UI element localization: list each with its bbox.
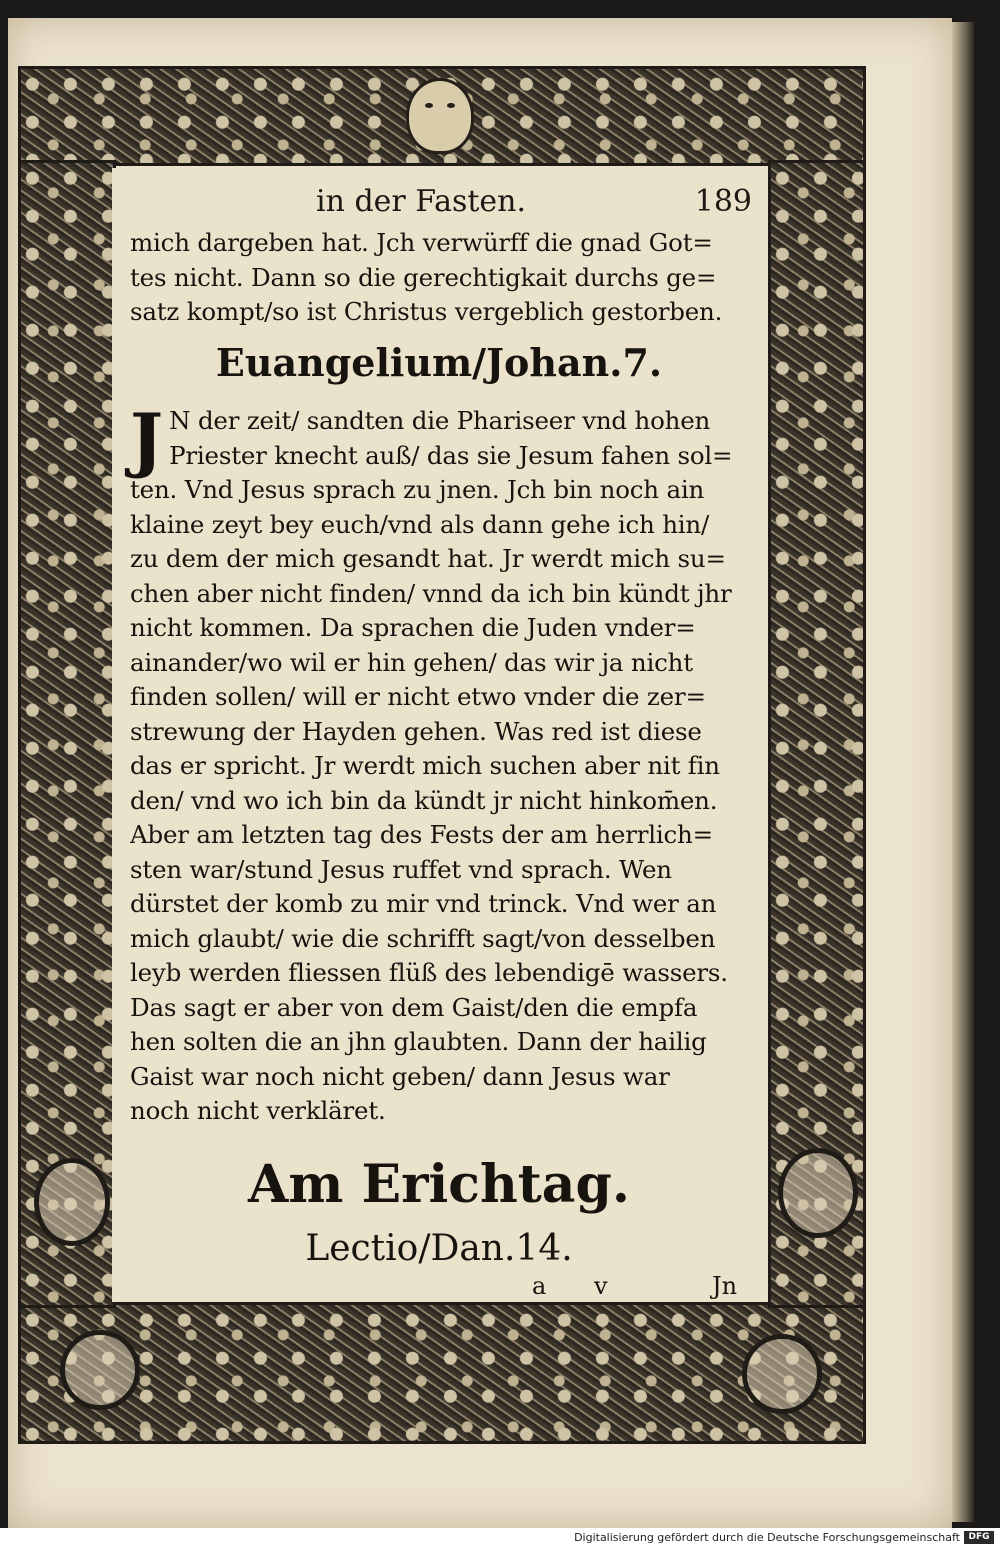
text-line: den/ vnd wo ich bin da kündt jr nicht hinkom̄en.: [130, 785, 718, 815]
woodcut-border-bottom: [18, 1302, 866, 1444]
text-line: leyb werden fliessen flüß des lebendigē wassers.: [130, 958, 728, 987]
day-heading: Am Erichtag.: [248, 1154, 630, 1215]
funding-credit: Digitalisierung gefördert durch die Deutsche Forschungsgemeinschaft: [574, 1531, 960, 1544]
gospel-paragraph: [130, 398, 758, 1129]
text-line: noch nicht verkläret.: [130, 1096, 386, 1125]
signature-mark: v: [594, 1272, 608, 1300]
text-line: finden sollen/ will er nicht etwo vnder die zer=: [130, 682, 706, 711]
footer-bar: [0, 1528, 1000, 1548]
scroll-ornament-left: [34, 1158, 110, 1246]
text-line: klaine zeyt bey euch/vnd als dann gehe ich hin/: [130, 509, 710, 539]
scroll-ornament-bottom-right: [742, 1334, 822, 1414]
text-line: dürstet der komb zu mir vnd trinck. Vnd wer an: [130, 889, 717, 918]
text-line: ten. Vnd Jesus sprach zu jnen. Jch bin noch ain: [130, 475, 705, 504]
drop-initial: J: [130, 398, 164, 481]
text-line: nicht kommen. Da sprachen die Juden vnder=: [130, 613, 696, 642]
text-line: sten war/stund Jesus ruffet vnd sprach. Wen: [130, 854, 672, 884]
text-line: chen aber nicht finden/ vnnd da ich bin kündt jhr: [130, 578, 732, 608]
text-line: mich glaubt/ wie die schrifft sagt/von desselben: [130, 923, 716, 953]
woodcut-face-ornament: [406, 78, 474, 154]
text-line: Aber am letzten tag des Fests der am herrlich=: [130, 820, 713, 849]
text-line: tes nicht. Dann so die gerechtigkait durchs ge=: [130, 262, 717, 292]
catchwords-line: [112, 1272, 766, 1302]
running-title: in der Fasten.: [316, 184, 527, 219]
page-number: 189: [694, 184, 752, 219]
lectio-heading: Lectio/Dan.14.: [305, 1228, 573, 1269]
text-line: satz kompt/so ist Christus vergeblich gestorben.: [130, 297, 723, 326]
text-line: zu dem der mich gesandt hat. Jr werdt mich su=: [130, 544, 726, 573]
text-line: ainander/wo wil er hin gehen/ das wir ja nicht: [130, 647, 693, 677]
text-line: Das sagt er aber von dem Gaist/den die empfa: [130, 992, 698, 1022]
catchword: Jn: [712, 1272, 738, 1300]
text-line: N der zeit/ sandten die Phariseer vnd hohen: [169, 406, 711, 435]
woodcut-border-left: [18, 160, 116, 1308]
text-line: Gaist war noch nicht geben/ dann Jesus war: [130, 1061, 670, 1091]
text-line: strewung der Hayden gehen. Was red ist diese: [130, 716, 702, 746]
text-block: [112, 168, 766, 1302]
dfg-logo: DFG: [964, 1531, 994, 1544]
top-paragraph: [130, 226, 758, 330]
text-line: hen solten die an jhn glaubten. Dann der hailig: [130, 1027, 707, 1056]
page-edge: [952, 22, 974, 1522]
text-line: mich dargeben hat. Jch verwürff die gnad Got=: [130, 228, 713, 257]
scroll-ornament-bottom-left: [60, 1330, 140, 1410]
text-line: das er spricht. Jr werdt mich suchen aber nit fin: [130, 751, 720, 780]
signature-mark: a: [532, 1272, 547, 1300]
woodcut-border-right: [768, 160, 866, 1308]
page-header: [112, 182, 766, 226]
text-line: Priester knecht auß/ das sie Jesum fahen sol=: [169, 440, 733, 470]
gospel-heading: Euangelium/Johan.7.: [215, 340, 663, 385]
scroll-ornament-right: [778, 1148, 858, 1238]
